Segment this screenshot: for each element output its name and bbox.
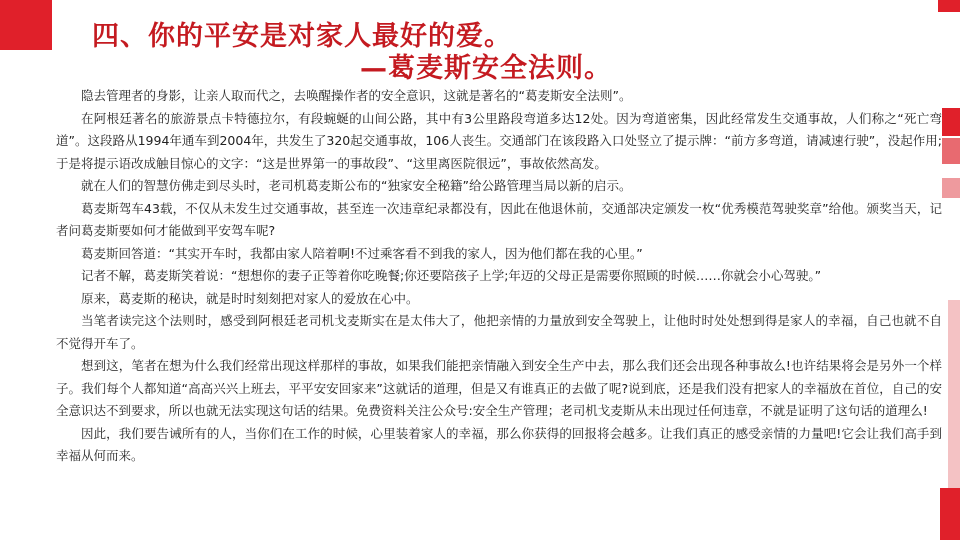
slide-title: 四、你的平安是对家人最好的爱。 [92,21,512,52]
edge-decoration-4 [948,300,960,500]
edge-decoration-2 [942,138,960,164]
edge-decoration-top [938,0,960,12]
edge-decoration-1 [942,108,960,136]
paragraph: 葛麦斯回答道：“其实开车时，我都由家人陪着啊!不过乘客看不到我的家人，因为他们都在我的心里。” [81,245,643,261]
paragraph: 葛麦斯驾车43载，不仅从未发生过交通事故，甚至连一次违章纪录都没有，因此在他退休前，交通部决定颁发一枚“优秀模范驾驶奖章”给他。颁奖当天，记者问葛麦斯要如何才能做到平安驾车呢? [56,200,942,238]
paragraph: 就在人们的智慧仿佛走到尽头时，老司机葛麦斯公布的“独家安全秘籍”给公路管理当局以新的启示。 [81,178,632,193]
paragraph: 在阿根廷著名的旅游景点卡特德拉尔，有段蜿蜒的山间公路，其中有3公里路段弯道多达12处。因为弯道密集，因此经常发生交通事故，人们称之“死亡弯道”。这段路从1994年通车到2004年，共发生了320起交通事故，106人丧生。交通部门在该段路入口处竖立了提示牌：“前方多弯道，请减速行驶”，没起作用;于是将提示语改成触目惊心的文字：“这是世界第一的事故段”、“这里离医院很远”，事故依然高发。 [56,110,942,171]
paragraph: 当笔者读完这个法则时，感受到阿根廷老司机戈麦斯实在是太伟大了，他把亲情的力量放到安全驾驶上，让他时时处处想到得是家人的幸福，自己也就不自不觉得开车了。 [56,313,942,351]
paragraph: 隐去管理者的身影，让亲人取而代之，去唤醒操作者的安全意识，这就是著名的“葛麦斯安全法则”。 [81,88,632,103]
paragraph: 想到这，笔者在想为什么我们经常出现这样那样的事故，如果我们能把亲情融入到安全生产中去，那么我们还会出现各种事故么!也许结果将会是另外一个样子。我们每个人都知道“高高兴兴上班去，平平安安回家来”这就话的道理，但是又有谁真正的去做了呢?说到底，还是我们没有把家人的幸福放在首位，自己的安全意识达不到要求，所以也就无法实现这句话的结果。免费资料关注公众号:安全生产管理；老司机戈麦斯从未出现过任何违章，不就是证明了这句话的道理么! [56,358,942,418]
edge-decoration-5 [940,488,960,540]
paragraph: 记者不解，葛麦斯笑着说：“想想你的妻子正等着你吃晚餐;你还要陪孩子上学;年迈的父母正是需要你照顾的时候……你就会小心驾驶。” [81,268,822,283]
corner-decoration [0,0,52,50]
article-body [56,85,942,468]
slide-subtitle: —葛麦斯安全法则。 [360,53,612,84]
paragraph: 因此，我们要告诫所有的人，当你们在工作的时候，心里装着家人的幸福，那么你获得的回报将会越多。让我们真正的感受亲情的力量吧!它会让我们高手到幸福从何而来。 [56,425,942,463]
paragraph: 原来，葛麦斯的秘诀，就是时时刻刻把对家人的爱放在心中。 [81,290,419,306]
edge-decoration-3 [942,178,960,198]
